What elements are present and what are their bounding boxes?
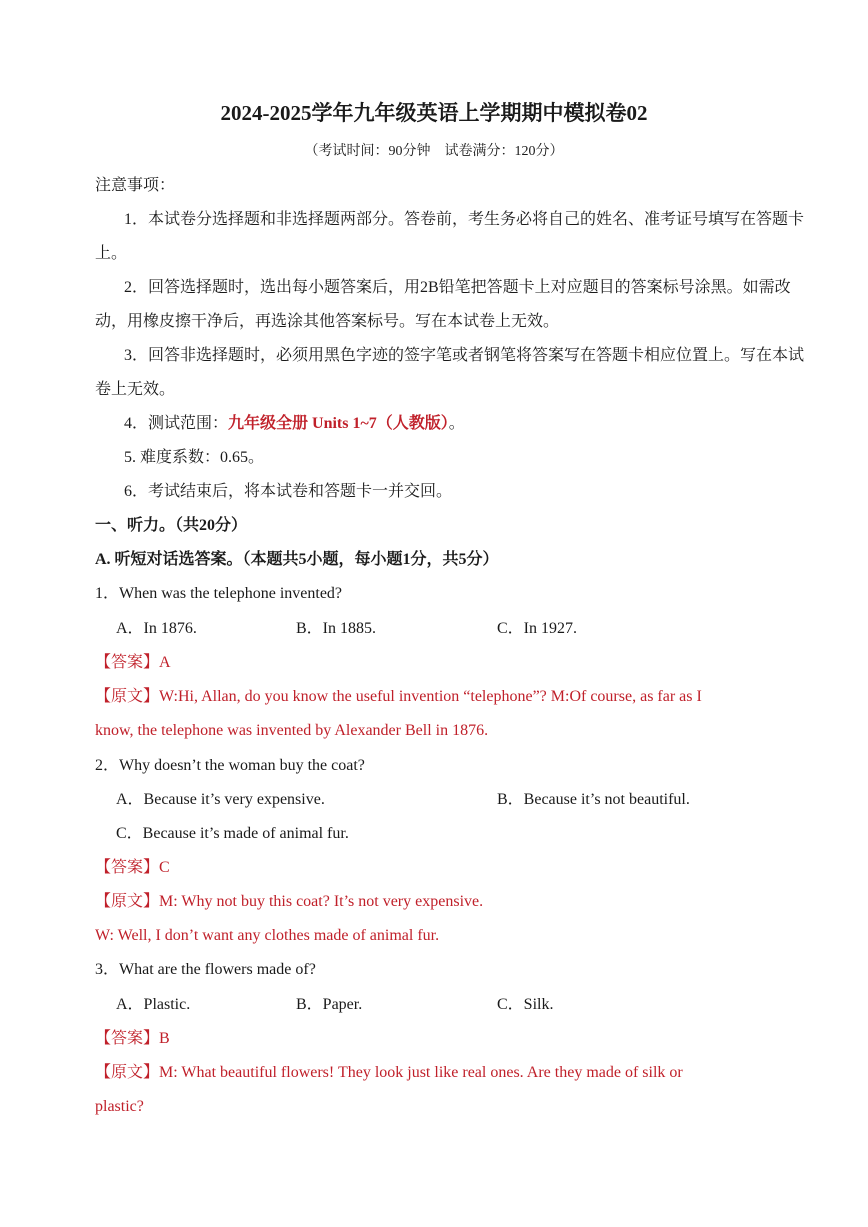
exam-info: （考试时间：90分钟 试卷满分：120分） [304,144,564,159]
answer-tag: 【答案】 [95,859,160,876]
answer-tag: 【答案】 [95,1030,160,1047]
question-1-stem: 1．When was the telephone invented? [95,585,343,602]
question-2-script-line-2: W: Well, I don’t want any clothes made of animal fur. [95,927,440,944]
question-3-option-b: B．Paper. [296,996,363,1013]
question-2-answer [95,858,776,878]
answer-value: C [159,859,170,876]
part-a-heading: A. 听短对话选答案。（本题共5小题，每小题1分，共5分） [95,551,499,568]
question-1-option-c: C．In 1927. [497,620,578,637]
section-heading-listening: 一、听力。（共20分） [95,517,248,534]
question-3-answer [95,1029,776,1049]
note-3-line-1: 3．回答非选择题时，必须用黑色字迹的签字笔或者钢笔将答案写在答题卡相应位置上。写在本试 [124,347,805,364]
question-3-option-c: C．Silk. [497,996,554,1013]
question-2-stem: 2．Why doesn’t the woman buy the coat? [95,757,365,774]
note-1-line-2: 上。 [95,245,128,262]
question-2-option-a: A．Because it’s very expensive. [116,791,325,808]
note-4 [124,414,776,434]
script-tag: 【原文】 [95,688,160,705]
note-5: 5. 难度系数：0.65。 [124,449,265,466]
question-3-script-line-2: plastic? [95,1098,144,1115]
note-2-line-2: 动，用橡皮擦干净后，再选涂其他答案标号。写在本试卷上无效。 [95,313,560,330]
question-2-option-b: B．Because it’s not beautiful. [497,791,690,808]
note-4-suffix: 。 [448,415,465,432]
question-1-answer [95,653,776,673]
question-1-option-b: B．In 1885. [296,620,377,637]
question-2-script-line-1 [95,892,776,912]
question-1-script-line-1 [95,687,776,707]
script-tag: 【原文】 [95,1064,160,1081]
note-4-prefix: 4．测试范围： [124,415,229,432]
note-3-line-2: 卷上无效。 [95,381,176,398]
question-1-option-a: A．In 1876. [116,620,197,637]
answer-value: A [159,654,171,671]
script-text: M: Why not buy this coat? It’s not very expensive. [159,893,484,910]
page-title: 2024-2025学年九年级英语上学期期中模拟卷02 [220,101,648,125]
script-tag: 【原文】 [95,893,160,910]
question-3-option-a: A．Plastic. [116,996,191,1013]
answer-tag: 【答案】 [95,654,160,671]
question-3-stem: 3．What are the flowers made of? [95,961,316,978]
note-2-line-1: 2．回答选择题时，选出每小题答案后，用2B铅笔把答题卡上对应题目的答案标号涂黑。如需改 [124,279,791,296]
script-text: M: What beautiful flowers! They look just like real ones. Are they made of silk or [159,1064,683,1081]
note-1-line-1: 1．本试卷分选择题和非选择题两部分。答卷前，考生务必将自己的姓名、准考证号填写在答题卡 [124,211,805,228]
script-text: W:Hi, Allan, do you know the useful invention “telephone”? M:Of course, as far as I [159,688,702,705]
answer-value: B [159,1030,170,1047]
question-1-script-line-2: know, the telephone was invented by Alexander Bell in 1876. [95,722,489,739]
question-3-script-line-1 [95,1063,776,1083]
test-scope: 九年级全册 Units 1~7（人教版） [228,415,449,432]
notice-heading: 注意事项： [95,177,176,194]
question-2-option-c: C．Because it’s made of animal fur. [116,825,349,842]
note-6: 6．考试结束后，将本试卷和答题卡一并交回。 [124,483,453,500]
